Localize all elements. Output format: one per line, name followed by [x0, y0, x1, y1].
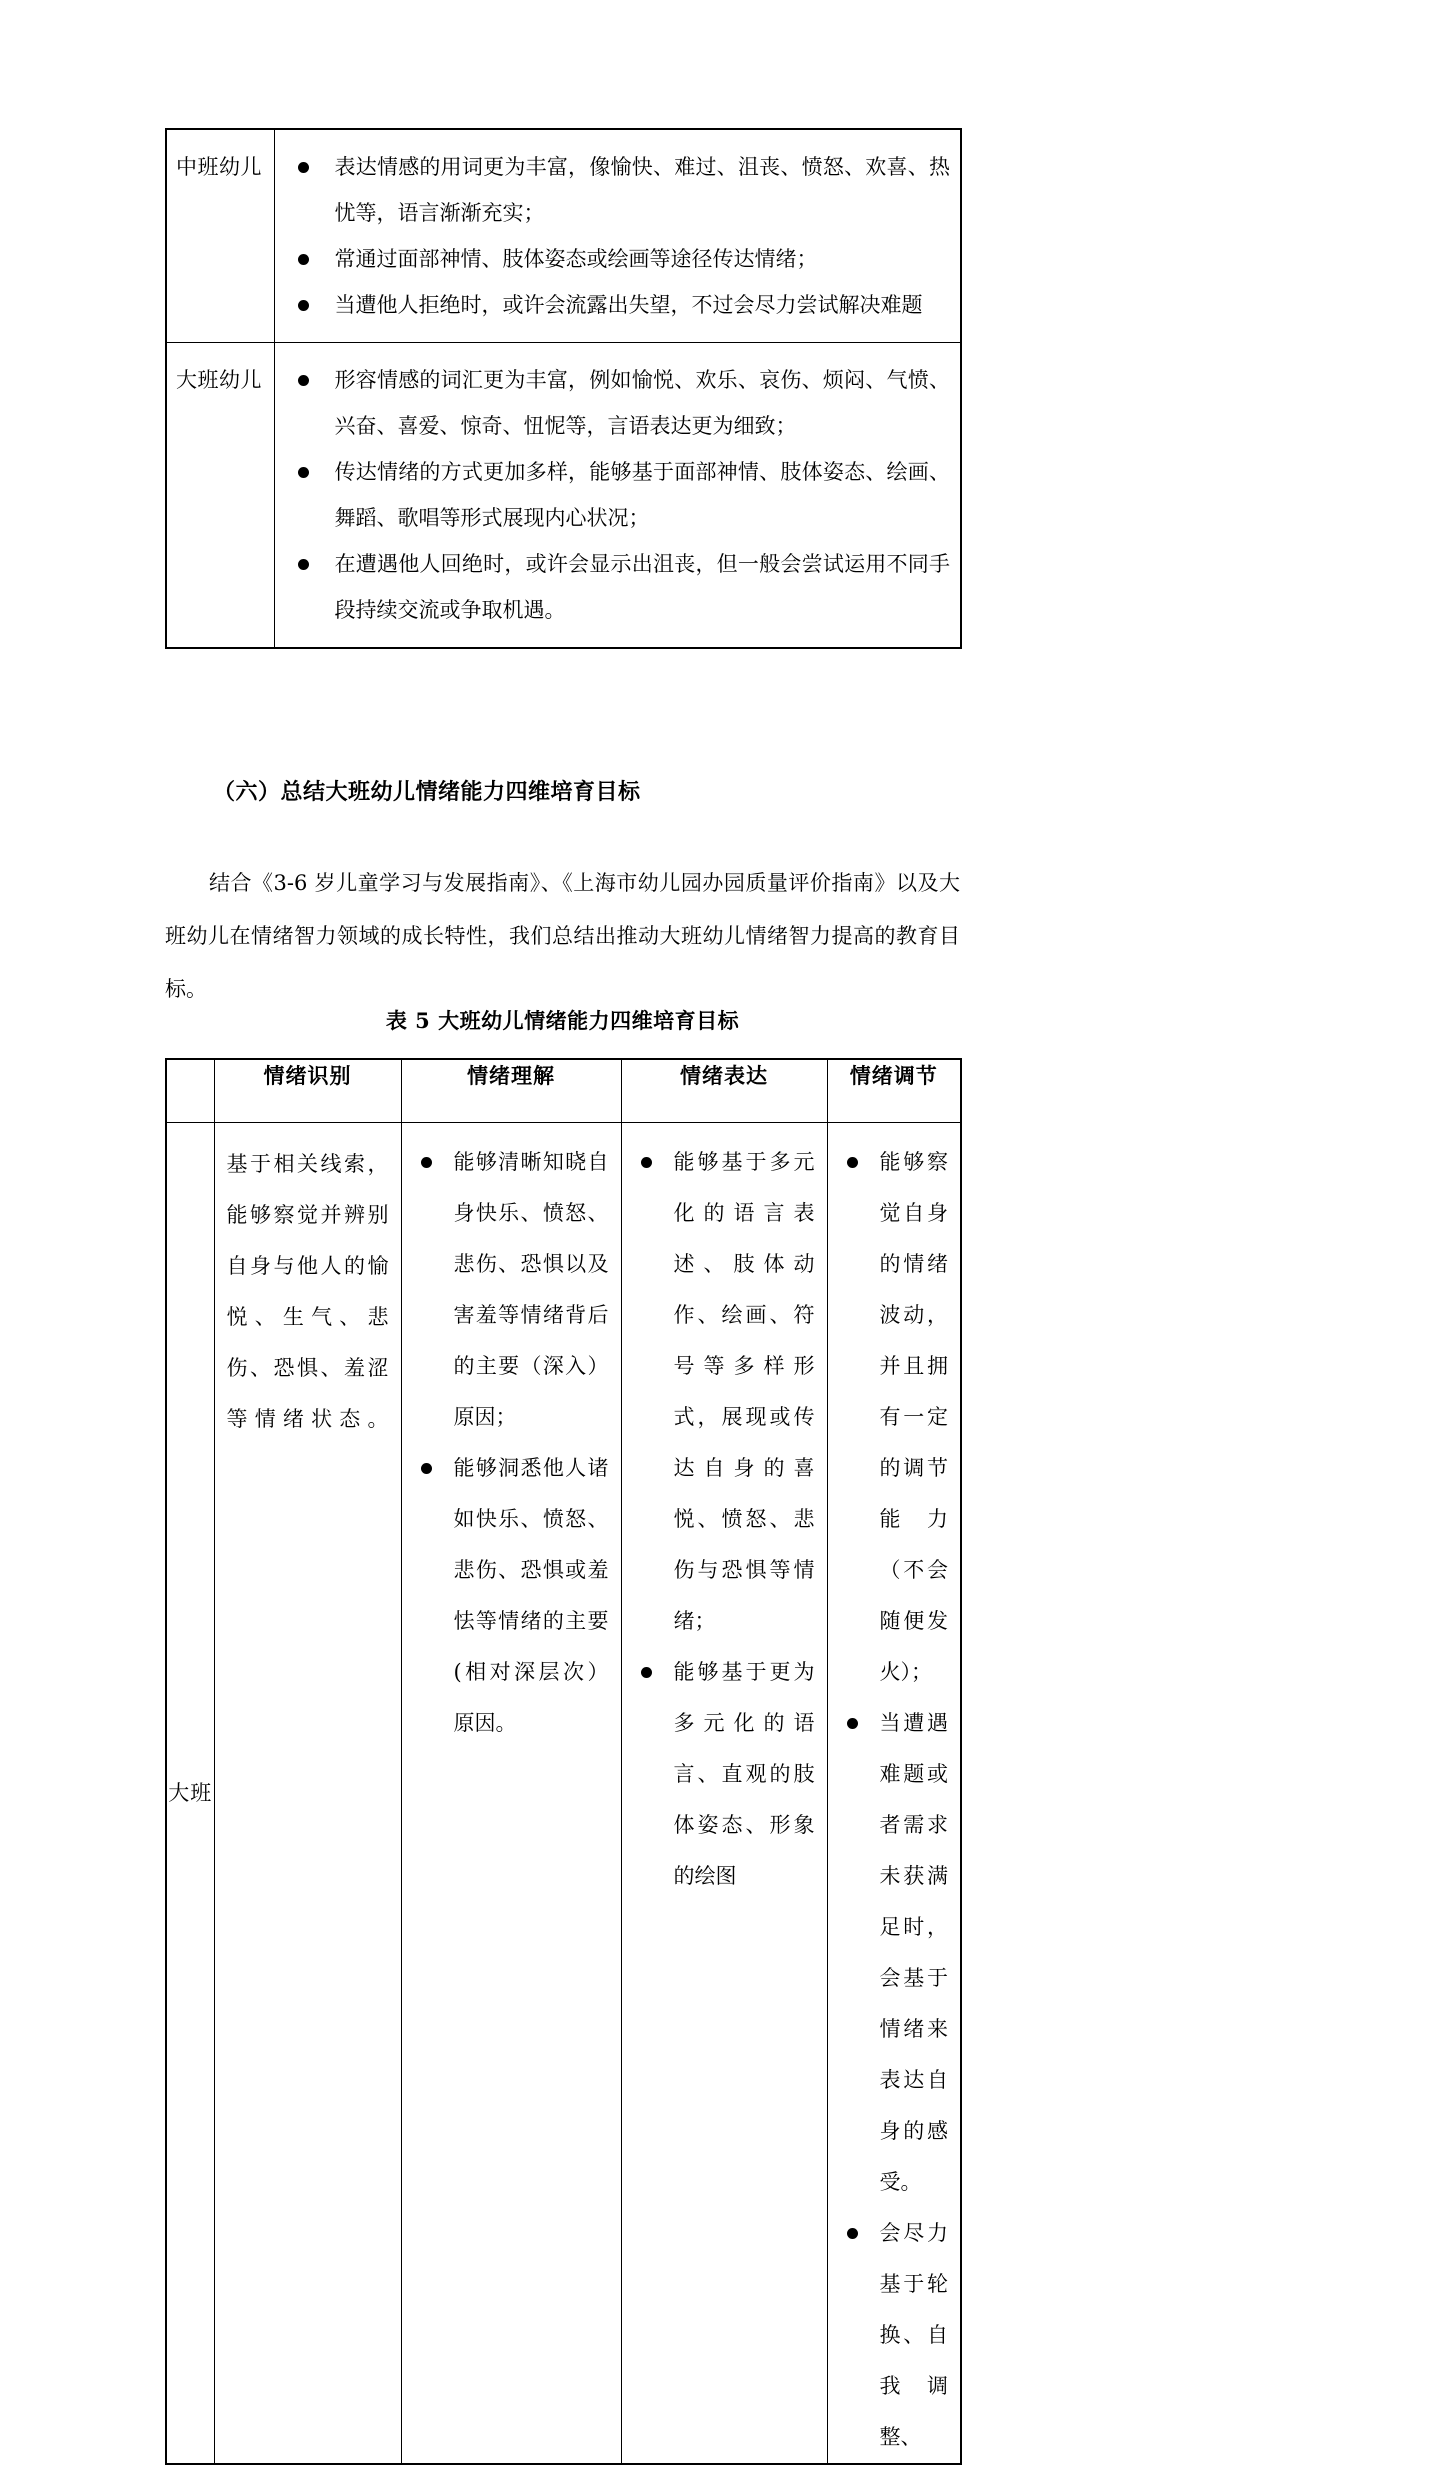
bullet-list: [828, 1123, 961, 2463]
list-item: 能够基于多元化的语言表述、肢体动作、绘画、符号等多样形式，展现或传达自身的喜悦、愤怒、悲伤与恐惧等情绪；: [622, 1137, 819, 1647]
list-item: 能够清晰知晓自身快乐、愤怒、悲伤、恐惧以及害羞等情绪背后的主要（深入）原因；: [402, 1137, 613, 1443]
list-item: 常通过面部神情、肢体姿态或绘画等途径传达情绪；: [275, 236, 951, 282]
list-item: 当遭遇难题或者需求未获满足时，会基于情绪来表达自身的感受。: [828, 1698, 953, 2208]
row-label-senior-class: 大班幼儿: [166, 343, 274, 649]
row-content-middle-class: [274, 129, 961, 343]
bullet-list: [402, 1123, 621, 1749]
cell-emotion-understanding: [401, 1123, 621, 2465]
header-cell-emotion-expression: 情绪表达: [621, 1059, 827, 1123]
list-item: 当遭他人拒绝时，或许会流露出失望，不过会尽力尝试解决难题: [275, 282, 951, 328]
row-label-senior-class: 大班: [166, 1123, 214, 2465]
age-group-characteristics-table: [165, 128, 962, 649]
table-row: [166, 1123, 961, 2465]
list-item: 会尽力基于轮换、自我调整、: [828, 2208, 953, 2463]
bullet-list: [622, 1123, 827, 1902]
bullet-list: [275, 357, 951, 633]
body-paragraph: 结合《3-6 岁儿童学习与发展指南》、《上海市幼儿园办园质量评价指南》以及大班幼儿在情绪智力领域的成长特性，我们总结出推动大班幼儿情绪智力提高的教育目标。: [165, 871, 960, 1001]
list-item: 在遭遇他人回绝时，或许会显示出沮丧，但一般会尝试运用不同手段持续交流或争取机遇。: [275, 541, 951, 633]
four-dimension-goals-table: [165, 1058, 962, 2465]
list-item: 表达情感的用词更为丰富，像愉快、难过、沮丧、愤怒、欢喜、热忧等，语言渐渐充实；: [275, 144, 951, 236]
cell-emotion-recognition: 基于相关线索，能够察觉并辨别自身与他人的愉悦、生气、悲伤、恐惧、羞涩等情绪状态。: [214, 1123, 401, 2465]
header-cell-blank: [166, 1059, 214, 1123]
list-item: 能够基于更为多元化的语言、直观的肢体姿态、形象的绘图: [622, 1647, 819, 1902]
section-heading: （六）总结大班幼儿情绪能力四维培育目标: [213, 779, 641, 805]
list-item: 能够洞悉他人诸如快乐、愤怒、悲伤、恐惧或羞怯等情绪的主要(相对深层次）原因。: [402, 1443, 613, 1749]
cell-emotion-regulation: [827, 1123, 961, 2465]
row-label-middle-class: 中班幼儿: [166, 129, 274, 343]
list-item: 形容情感的词汇更为丰富，例如愉悦、欢乐、哀伤、烦闷、气愤、兴奋、喜爱、惊奇、忸怩等，言语表达更为细致；: [275, 357, 951, 449]
row-content-senior-class: [274, 343, 961, 649]
header-cell-emotion-regulation: 情绪调节: [827, 1059, 961, 1123]
table-row: [166, 129, 961, 343]
bullet-list: [275, 144, 951, 328]
table-header-row: [166, 1059, 961, 1123]
table-row: [166, 343, 961, 649]
table-caption: 表 5 大班幼儿情绪能力四维培育目标: [385, 1008, 740, 1033]
header-cell-emotion-understanding: 情绪理解: [401, 1059, 621, 1123]
list-item: 传达情绪的方式更加多样，能够基于面部神情、肢体姿态、绘画、舞蹈、歌唱等形式展现内心状况；: [275, 449, 951, 541]
cell-emotion-expression: [621, 1123, 827, 2465]
header-cell-emotion-recognition: 情绪识别: [214, 1059, 401, 1123]
list-item: 能够察觉自身的情绪波动，并且拥有一定的调节能力（不会随便发火）；: [828, 1137, 953, 1698]
